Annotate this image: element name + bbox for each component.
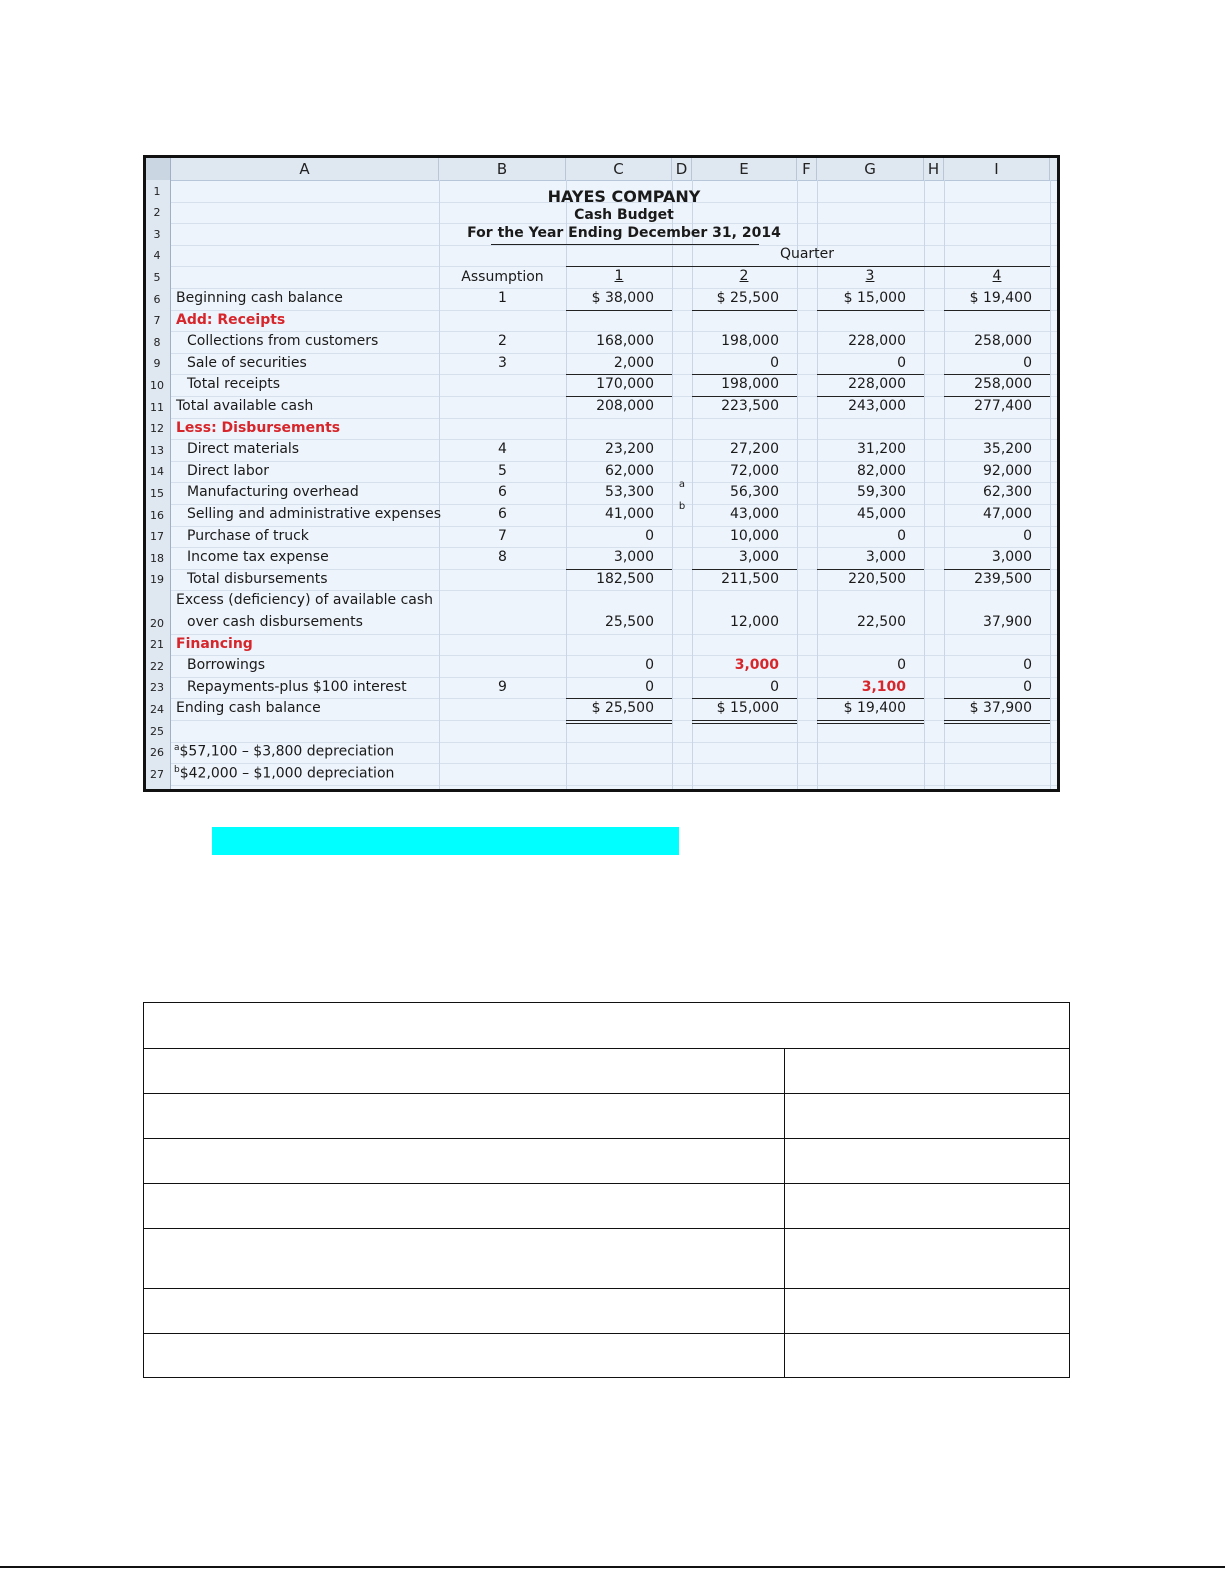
- section-heading: Add: Receipts: [176, 311, 286, 328]
- footnote-marker: a: [678, 479, 686, 491]
- quarter-value: 3,000: [734, 657, 779, 674]
- column-header-h: H: [924, 158, 944, 180]
- quarter-value: 0: [770, 678, 779, 695]
- answer-table-row: [144, 1139, 1070, 1184]
- row-number: 24: [150, 703, 164, 716]
- quarter-value: 0: [1023, 354, 1032, 371]
- total-underline: [692, 396, 797, 397]
- quarter-value: $ 37,900: [969, 700, 1032, 717]
- row-number: 2: [153, 206, 161, 220]
- quarter-value: 3,000: [613, 549, 654, 566]
- total-underline: [817, 374, 924, 375]
- row-number: 5: [153, 271, 161, 284]
- row-number-column: [146, 180, 171, 789]
- quarter-value: 3,000: [991, 549, 1032, 566]
- quarter-value: 53,300: [605, 484, 654, 501]
- row-number: 23: [150, 681, 164, 695]
- assumption-number: 2: [498, 333, 507, 350]
- row-label: Total disbursements: [187, 570, 328, 587]
- answer-label-cell[interactable]: [144, 1334, 785, 1378]
- quarter-value: 23,200: [605, 441, 654, 458]
- quarter-value: 223,500: [721, 398, 779, 414]
- total-underline: [692, 374, 797, 375]
- total-underline: [944, 698, 1050, 699]
- row-number: 6: [153, 292, 161, 306]
- answer-table-row: [144, 1289, 1070, 1334]
- row-number: 14: [150, 465, 164, 479]
- row-label: Collections from customers: [187, 333, 379, 350]
- quarter-number: 2: [739, 268, 749, 285]
- quarter-number: 3: [865, 268, 875, 285]
- answer-label-cell[interactable]: [144, 1094, 785, 1139]
- row-label: Excess (deficiency) of available cash: [176, 592, 434, 609]
- row-number: 18: [150, 551, 164, 565]
- row-number: 26: [150, 746, 164, 760]
- total-underline: [817, 698, 924, 699]
- total-underline: [692, 310, 797, 311]
- quarter-value: $ 15,000: [716, 700, 779, 717]
- quarter-value: 45,000: [857, 506, 906, 522]
- quarter-value: 0: [897, 657, 906, 674]
- quarter-value: 170,000: [596, 376, 654, 393]
- row-number: 8: [153, 335, 161, 349]
- row-label: Direct materials: [187, 441, 300, 458]
- double-underline: [944, 720, 1050, 724]
- total-underline: [566, 698, 672, 699]
- row-label: Beginning cash balance: [176, 290, 343, 306]
- quarter-value: 62,300: [983, 484, 1032, 501]
- row-label: Ending cash balance: [176, 700, 321, 717]
- answer-table-row: [144, 1049, 1070, 1094]
- row-number: 16: [150, 508, 164, 522]
- company-title: HAYES COMPANY: [547, 187, 701, 206]
- quarter-value: 22,500: [857, 614, 906, 630]
- quarter-value: 3,000: [865, 549, 906, 566]
- quarter-value: 43,000: [730, 506, 779, 522]
- row-number: 7: [153, 314, 161, 328]
- row-number: 13: [150, 443, 164, 457]
- quarter-value: 258,000: [974, 376, 1032, 393]
- row-label: Sale of securities: [187, 354, 307, 371]
- quarter-value: 12,000: [730, 614, 779, 630]
- section-heading: Financing: [176, 635, 253, 652]
- answer-table-row: [144, 1094, 1070, 1139]
- answer-label-cell[interactable]: [144, 1229, 785, 1289]
- quarter-value: 0: [645, 527, 654, 544]
- assumption-number: 8: [498, 549, 507, 566]
- answer-value-cell[interactable]: [785, 1289, 1070, 1334]
- row-label: Direct labor: [187, 462, 270, 479]
- total-underline: [817, 569, 924, 570]
- quarter-value: 182,500: [596, 570, 654, 587]
- total-underline: [944, 374, 1050, 375]
- spreadsheet-image: [143, 155, 1060, 792]
- row-label: Total available cash: [176, 398, 314, 414]
- footnote-a-mark: a: [174, 743, 180, 753]
- quarter-value: 0: [645, 678, 654, 695]
- quarter-value: 277,400: [974, 398, 1032, 414]
- total-underline: [566, 310, 672, 311]
- row-number: 9: [153, 357, 161, 371]
- quarter-value: 198,000: [721, 333, 779, 350]
- row-number: 21: [150, 638, 164, 652]
- quarter-value: 82,000: [857, 462, 906, 479]
- answer-label-cell[interactable]: [144, 1139, 785, 1184]
- quarter-value: 239,500: [974, 570, 1032, 587]
- footnote-a: [174, 743, 394, 760]
- row-number: 12: [150, 422, 164, 436]
- quarter-value: 168,000: [596, 333, 654, 350]
- quarter-value: 0: [897, 354, 906, 371]
- quarter-header: Quarter: [779, 246, 835, 262]
- answer-value-cell[interactable]: [785, 1334, 1070, 1378]
- total-underline: [817, 396, 924, 397]
- quarter-value: 3,100: [861, 678, 906, 695]
- period-underline: [491, 244, 759, 245]
- assumption-number: 9: [498, 678, 507, 695]
- quarter-value: 3,000: [738, 549, 779, 566]
- answer-label-cell[interactable]: [144, 1289, 785, 1334]
- total-underline: [817, 310, 924, 311]
- footnote-b-mark: b: [174, 765, 180, 775]
- row-label: Borrowings: [187, 657, 266, 674]
- quarter-value: $ 38,000: [591, 290, 654, 306]
- row-number: 20: [150, 616, 164, 630]
- quarter-value: 0: [770, 354, 779, 371]
- quarter-value: 0: [1023, 657, 1032, 674]
- row-number: 22: [150, 659, 164, 673]
- quarter-value: 2,000: [613, 354, 654, 371]
- quarter-value: $ 25,500: [716, 290, 779, 306]
- quarter-value: 220,500: [848, 570, 906, 587]
- row-number: 15: [150, 487, 164, 500]
- column-header-a: A: [171, 158, 439, 180]
- footnote-marker: b: [678, 501, 686, 512]
- quarter-value: 0: [645, 657, 654, 674]
- row-number: 19: [150, 573, 164, 587]
- answer-table-header-row: [144, 1003, 1070, 1049]
- answer-table-row: [144, 1229, 1070, 1289]
- quarter-value: 228,000: [848, 333, 906, 350]
- answer-value-cell[interactable]: [785, 1184, 1070, 1229]
- quarter-value: 56,300: [730, 484, 779, 501]
- assumption-number: 4: [498, 441, 507, 458]
- quarter-value: 72,000: [730, 462, 779, 479]
- quarter-value: 25,500: [605, 614, 654, 630]
- footnote-a-text: $57,100 – $3,800 depreciation: [179, 743, 395, 760]
- footnote-b: [174, 765, 394, 782]
- total-underline: [692, 569, 797, 570]
- answer-label-cell[interactable]: [144, 1184, 785, 1229]
- column-header-d: D: [672, 158, 692, 180]
- total-underline: [944, 310, 1050, 311]
- row-number: 17: [150, 530, 164, 544]
- quarter-value: 31,200: [857, 441, 906, 458]
- quarter-value: 228,000: [848, 376, 906, 393]
- column-header-row: [146, 158, 1057, 181]
- assumption-header: Assumption: [461, 269, 544, 285]
- column-gridline: [1050, 180, 1051, 789]
- select-all-corner: [146, 158, 171, 180]
- row-label: Repayments-plus $100 interest: [187, 678, 407, 695]
- column-header-f: F: [797, 158, 817, 180]
- quarter-number: 1: [614, 268, 624, 285]
- quarter-value: 92,000: [983, 462, 1032, 479]
- quarter-value: $ 19,400: [969, 290, 1032, 306]
- assumption-number: 6: [498, 506, 507, 522]
- quarter-value: $ 15,000: [843, 290, 906, 306]
- quarter-value: 62,000: [605, 462, 654, 479]
- quarter-value: 198,000: [721, 376, 779, 393]
- report-subtitle: Cash Budget: [574, 207, 674, 223]
- quarter-value: $ 19,400: [843, 700, 906, 717]
- row-number: 10: [150, 379, 164, 392]
- quarter-value: 0: [897, 527, 906, 544]
- footnote-b-text: $42,000 – $1,000 depreciation: [179, 765, 395, 782]
- row-label: Selling and administrative expenses: [187, 506, 441, 522]
- row-label: Total receipts: [187, 376, 281, 393]
- quarter-value: 211,500: [721, 570, 779, 587]
- double-underline: [692, 720, 797, 724]
- assumption-number: 3: [498, 354, 507, 371]
- row-number: 4: [153, 249, 161, 263]
- row-number: 25: [150, 724, 164, 738]
- row-number: 3: [153, 227, 161, 241]
- highlighted-blank-bar: [212, 827, 679, 855]
- assumption-number: 7: [498, 527, 507, 544]
- quarter-value: 0: [1023, 678, 1032, 695]
- quarter-value: 0: [1023, 527, 1032, 544]
- total-underline: [944, 569, 1050, 570]
- answer-value-cell[interactable]: [785, 1049, 1070, 1094]
- row-number: 27: [150, 767, 164, 781]
- total-underline: [566, 569, 672, 570]
- quarter-value: $ 25,500: [591, 700, 654, 717]
- quarter-value: 35,200: [983, 441, 1032, 458]
- quarter-number: 4: [992, 268, 1002, 285]
- column-header-c: C: [566, 158, 672, 180]
- answer-label-cell[interactable]: [144, 1049, 785, 1094]
- total-underline: [944, 396, 1050, 397]
- quarter-value: 243,000: [848, 398, 906, 414]
- quarter-value: 258,000: [974, 333, 1032, 350]
- quarter-value: 41,000: [605, 506, 654, 522]
- row-label: Income tax expense: [187, 549, 329, 566]
- blank-answer-table: [143, 1002, 1070, 1378]
- answer-value-cell[interactable]: [785, 1139, 1070, 1184]
- answer-table-row: [144, 1184, 1070, 1229]
- assumption-number: 1: [498, 290, 507, 306]
- total-underline: [566, 396, 672, 397]
- answer-table-row: [144, 1334, 1070, 1378]
- row-number: 11: [150, 400, 164, 414]
- row-label: Manufacturing overhead: [187, 484, 359, 501]
- quarter-value: 59,300: [857, 484, 906, 501]
- quarter-value: 37,900: [983, 614, 1032, 630]
- column-header-g: G: [817, 158, 924, 180]
- quarter-value: 10,000: [730, 527, 779, 544]
- quarter-value: 208,000: [596, 398, 654, 414]
- column-header-b: B: [439, 158, 566, 180]
- column-header-i: I: [944, 158, 1050, 180]
- answer-table-header-cell[interactable]: [144, 1003, 1070, 1049]
- answer-value-cell[interactable]: [785, 1094, 1070, 1139]
- quarter-underline: [566, 266, 1050, 267]
- assumption-number: 6: [498, 484, 507, 501]
- report-period: For the Year Ending December 31, 2014: [467, 225, 781, 241]
- answer-value-cell[interactable]: [785, 1229, 1070, 1289]
- column-header-e: E: [692, 158, 797, 180]
- row-number: 1: [153, 184, 161, 198]
- section-heading: Less: Disbursements: [176, 419, 341, 436]
- double-underline: [566, 720, 672, 724]
- total-underline: [566, 374, 672, 375]
- quarter-value: 47,000: [983, 506, 1032, 522]
- row-label-continued: over cash disbursements: [187, 614, 363, 630]
- assumption-number: 5: [498, 462, 507, 479]
- double-underline: [817, 720, 924, 724]
- quarter-value: 27,200: [730, 441, 779, 458]
- total-underline: [692, 698, 797, 699]
- row-label: Purchase of truck: [187, 527, 309, 544]
- page-bottom-rule: [0, 1566, 1225, 1568]
